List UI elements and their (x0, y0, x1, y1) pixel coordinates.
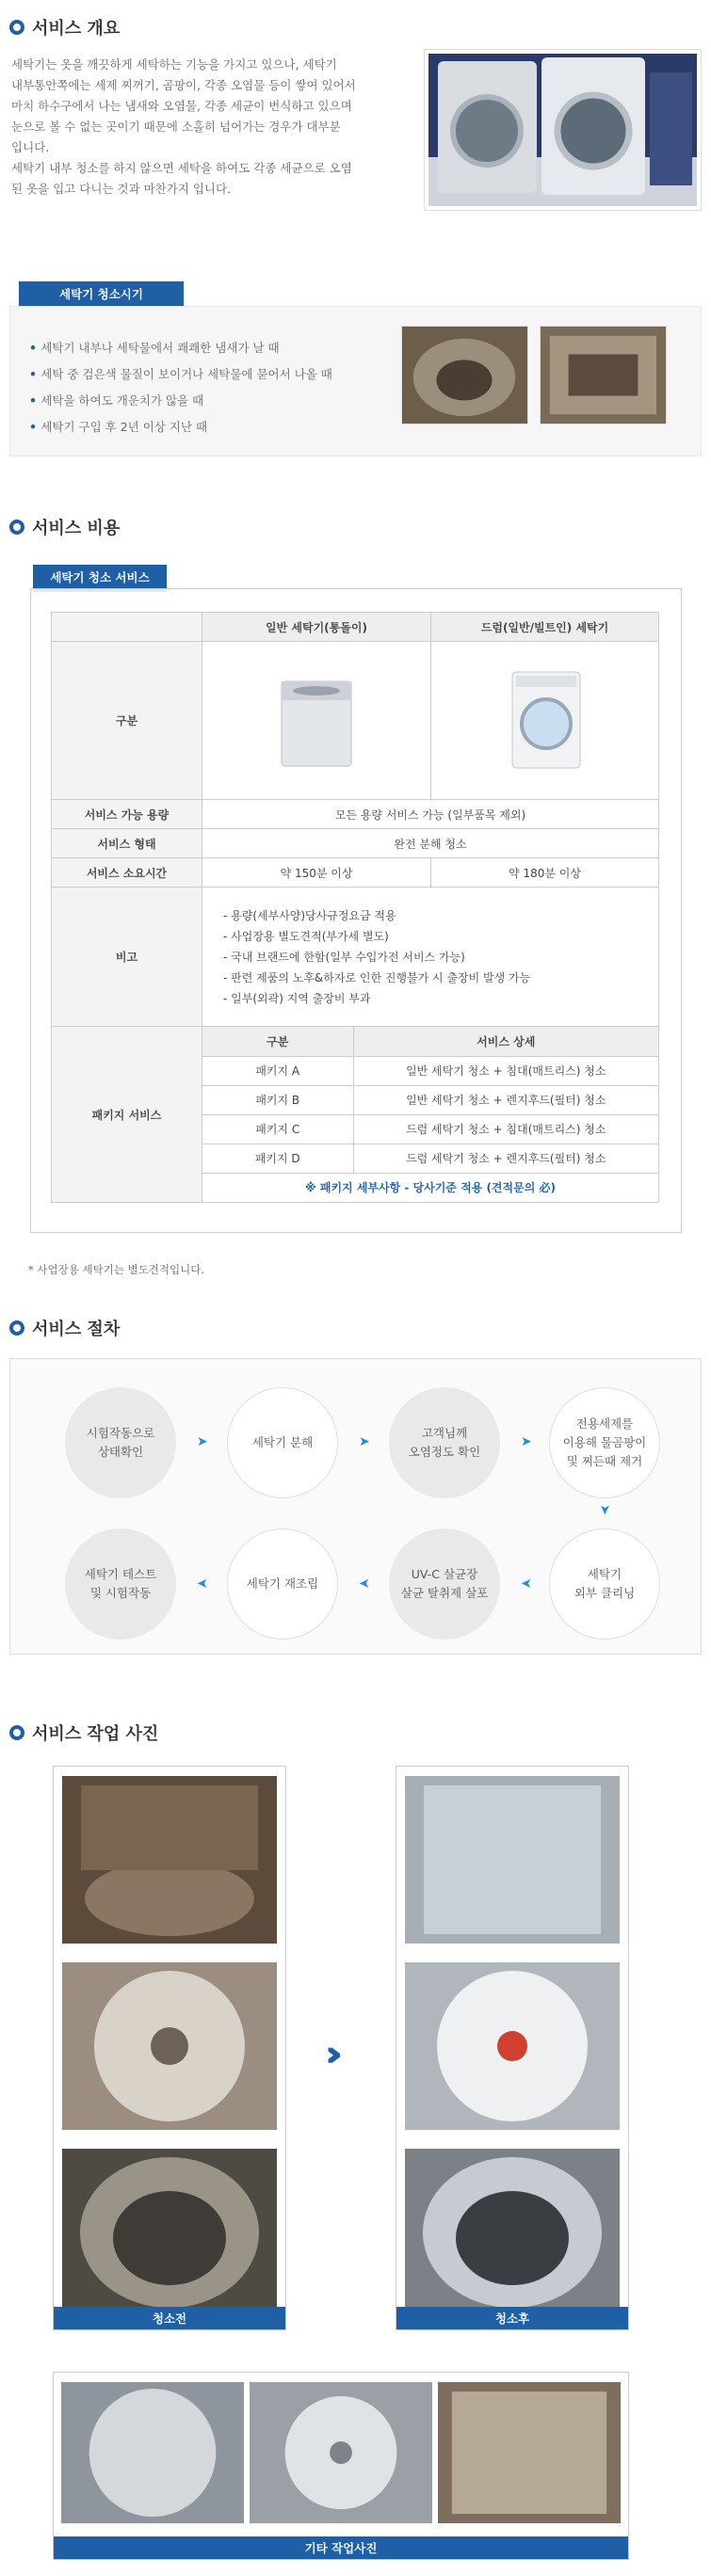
arrow-left-icon: ➤ (521, 1576, 532, 1591)
step-2: 세탁기 분해 (227, 1387, 338, 1498)
section-bullet-icon (9, 520, 24, 535)
procedure-heading: 서비스 절차 (9, 1314, 120, 1342)
col-header-drum: 드럼(일반/빌트인) 세탁기 (431, 613, 659, 642)
step-3: 고객님께 오염정도 확인 (389, 1387, 500, 1498)
step-5: 세탁기 외부 클리닝 (549, 1528, 660, 1640)
tab-cleaning-time: 세탁기 청소시기 (19, 281, 184, 306)
after-photo-3 (405, 2149, 620, 2316)
package-cell (202, 1027, 659, 1203)
before-caption: 청소전 (54, 2307, 285, 2329)
table-row: 패키지 D 드럼 세탁기 청소 + 렌지후드(필터) 청소 (202, 1144, 658, 1173)
etc-photo-2 (250, 2382, 432, 2523)
before-photo-3 (62, 2149, 277, 2316)
capacity-value: 모든 용량 서비스 가능 (일부품목 제외) (202, 800, 659, 829)
arrow-left-icon: ➤ (359, 1576, 370, 1591)
step-4: 전용세제를 이용해 물곰팡이 및 찌든때 제거 (549, 1387, 660, 1498)
package-note: ※ 패키지 세부사항 - 당사기준 적용 (견적문의 必) (202, 1173, 658, 1202)
after-photos (396, 1766, 629, 2330)
procedure-box (9, 1358, 702, 1655)
footnote: * 사업장용 세탁기는 별도견적입니다. (28, 1263, 205, 1276)
list-item: • 세탁 중 검은색 물질이 보이거나 세탁물에 묻어서 나올 때 (29, 361, 332, 388)
washer-photo (424, 49, 702, 211)
etc-photos (53, 2372, 629, 2560)
package-table: 구분 서비스 상세 패키지 A 일반 세탁기 청소 + 침대(매트리스) 청소 패키지 B 일반 세탁기 청소 + 렌지후드(필터) 청소 패키지 C 드럼 세탁기 청소 + 침대(매트리스) 청소 패키지 D 드럼 세탁기 청소 + 렌지후드(필터) 청소 ※ 패키지 세부사항 - 당사기준 적용 (견적문의 必) (202, 1027, 658, 1202)
arrow-right-icon: ➤ (359, 1434, 370, 1449)
etc-photo-3 (438, 2382, 621, 2523)
list-item: • 세탁기 구입 후 2년 이상 지난 때 (29, 414, 332, 440)
row-label-type: 서비스 형태 (52, 829, 202, 858)
cost-table (51, 612, 659, 1203)
after-photo-1 (405, 1776, 620, 1944)
tab-washer-service: 세탁기 청소 서비스 (33, 565, 167, 589)
cost-heading: 서비스 비용 (9, 513, 120, 541)
duration-top-load: 약 150분 이상 (202, 858, 431, 888)
section-bullet-icon (9, 1725, 24, 1740)
type-value: 완전 분해 청소 (202, 829, 659, 858)
before-photo-2 (62, 1962, 277, 2130)
cleaning-time-box (9, 306, 702, 456)
cleaning-time-list (29, 335, 332, 440)
after-caption: 청소후 (396, 2307, 628, 2329)
etc-photo-1 (61, 2382, 244, 2523)
duration-drum: 약 180분 이상 (431, 858, 659, 888)
dirty-drum-photo (401, 326, 528, 424)
after-photo-2 (405, 1962, 620, 2130)
list-item: • 세탁을 하여도 개운치가 않을 때 (29, 388, 332, 414)
arrow-down-icon: ➤ (596, 1504, 612, 1515)
top-load-washer-image (202, 642, 431, 800)
step-6: UV-C 살균장 살균 탈취제 살포 (389, 1528, 500, 1640)
section-bullet-icon (9, 1320, 24, 1336)
arrow-left-icon: ➤ (197, 1576, 208, 1591)
col-header-top-load: 일반 세탁기(통돌이) (202, 613, 431, 642)
before-photo-1 (62, 1776, 277, 1944)
double-chevron-icon: ››› (325, 2033, 330, 2074)
section-bullet-icon (9, 20, 24, 35)
arrow-right-icon: ➤ (197, 1434, 208, 1449)
step-7: 세탁기 재조립 (227, 1528, 338, 1640)
step-8: 세탁기 테스트 및 시험작동 (65, 1528, 176, 1640)
photos-heading: 서비스 작업 사진 (9, 1719, 158, 1747)
row-label-package: 패키지 서비스 (52, 1027, 202, 1203)
row-label-capacity: 서비스 가능 용량 (52, 800, 202, 829)
table-row: 패키지 C 드럼 세탁기 청소 + 침대(매트리스) 청소 (202, 1114, 658, 1144)
note-list: - 용량(세부사양)당사규정요금 적용 - 사업장용 별도견적(부가세 별도) - 국내 브랜드에 한함(일부 수입가전 서비스 가능) - 판련 제품의 노후&하자로 인한 진행불가 시 출장비 발생 가능 - 일부(외곽) 지역 출장비 부과 (202, 888, 659, 1027)
row-label-note: 비고 (52, 888, 202, 1027)
step-1: 시험작동으로 상태확인 (65, 1387, 176, 1498)
dirty-tub-photo (540, 326, 667, 424)
drum-washer-image (431, 642, 659, 800)
row-label-duration: 서비스 소요시간 (52, 858, 202, 888)
etc-caption: 기타 작업사진 (54, 2536, 628, 2559)
table-header-empty (52, 613, 202, 642)
row-label-gubun: 구분 (52, 642, 202, 800)
overview-heading: 서비스 개요 (9, 13, 120, 41)
before-photos (53, 1766, 286, 2330)
arrow-right-icon: ➤ (521, 1434, 532, 1449)
overview-paragraph: 세탁기는 옷을 깨끗하게 세탁하는 기능을 가지고 있으나, 세탁기 내부통안쪽에는 세제 찌꺼기, 곰팡이, 각종 오염물 등이 쌓여 있어서 마치 하수구에서 나는 냄새와 오염물, 각종 세균이 번식하고 있으며 눈으로 볼 수 없는 곳이기 때문에 소홀히 넘어가는 경우가 대부분 입니다. 세탁기 내부 청소를 하지 않으면 세탁을 하여도 각종 세균으로 오염 된 옷을 입고 다니는 것과 마찬가지 입니다. (11, 57, 356, 196)
table-row: 패키지 B 일반 세탁기 청소 + 렌지후드(필터) 청소 (202, 1085, 658, 1114)
table-row: 패키지 A 일반 세탁기 청소 + 침대(매트리스) 청소 (202, 1056, 658, 1085)
list-item: • 세탁기 내부나 세탁물에서 쾌쾌한 냄새가 날 때 (29, 335, 332, 361)
